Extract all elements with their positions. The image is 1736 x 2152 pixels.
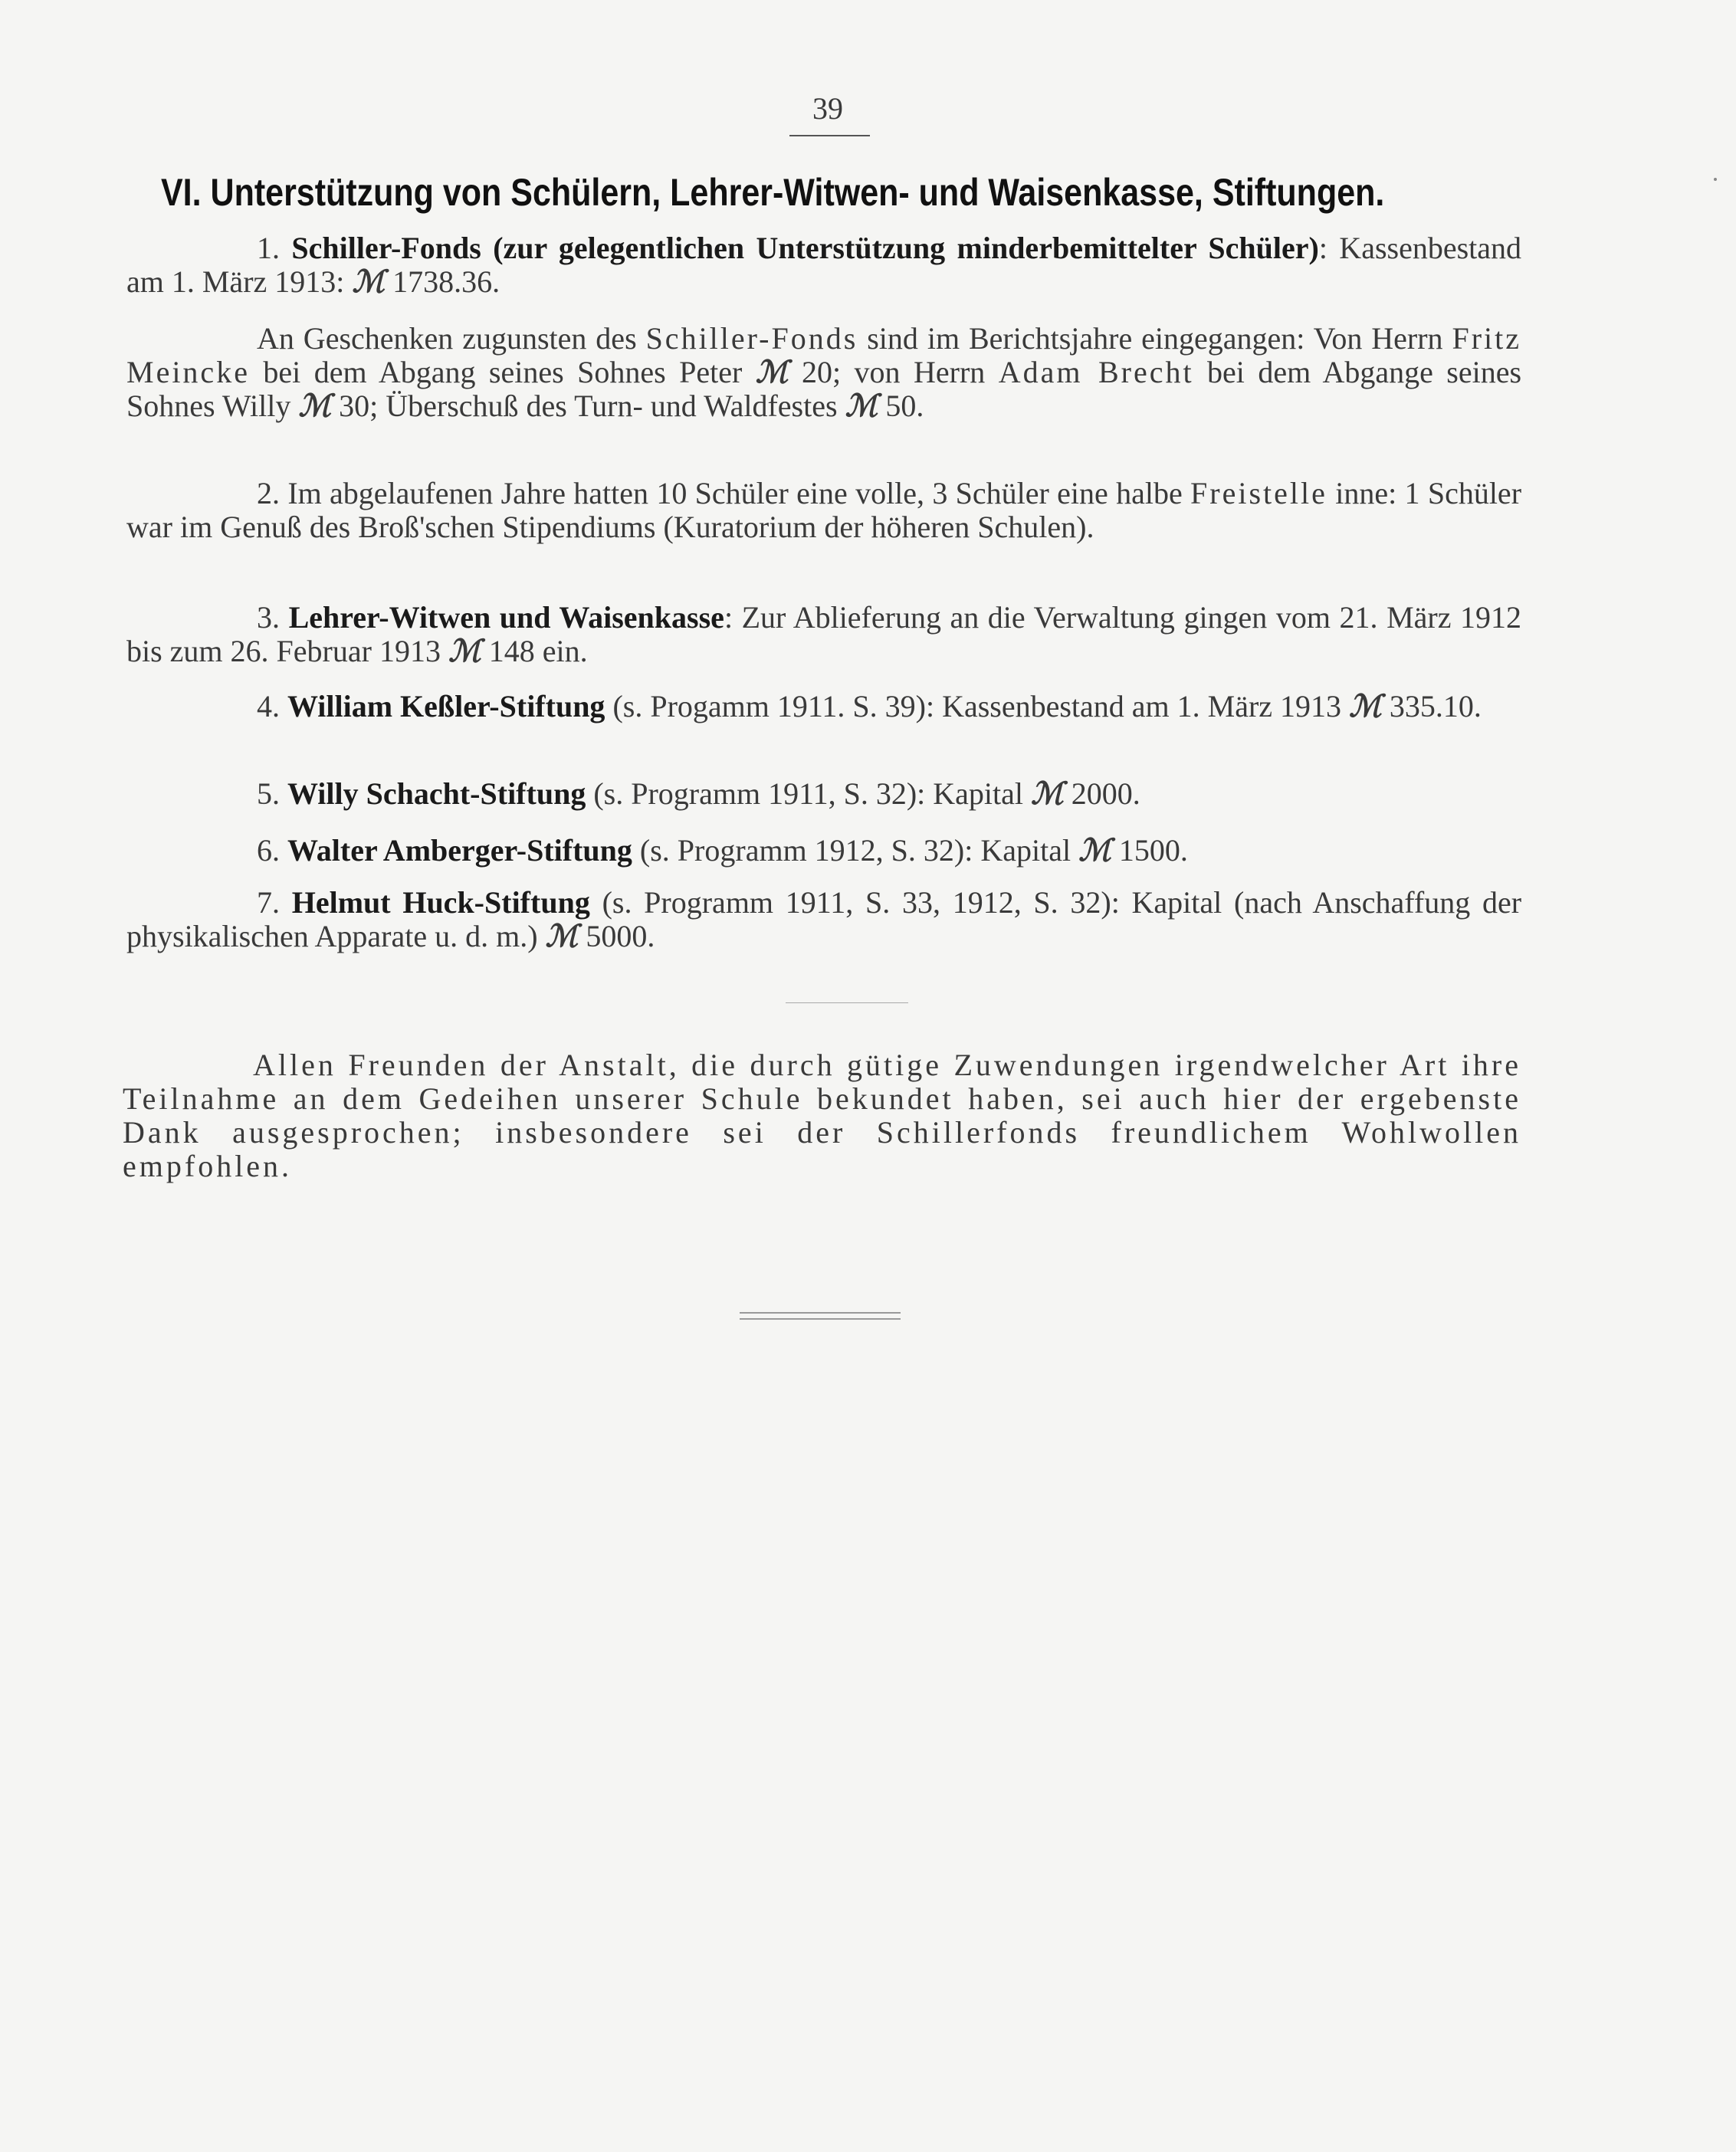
- item-4-title: William Keßler-Stiftung: [287, 689, 605, 723]
- mark-symbol: ℳ: [545, 919, 579, 953]
- mark-symbol: ℳ: [298, 389, 332, 423]
- item-6-paragraph: [126, 834, 1521, 868]
- item-4-text: (s. Progamm 1911. S. 39): Kassenbestand am 1. März 1913: [612, 689, 1342, 723]
- item-2-text-b: inne: 1 Schüler war im Genuß des Broß'schen Stipendiums (Kuratorium der höheren Schulen).: [126, 476, 1522, 544]
- mark-symbol: ℳ: [352, 264, 386, 299]
- donations-amount-c: 30; Überschuß des Turn- und Waldfestes: [339, 389, 838, 423]
- item-1-number: 1.: [257, 231, 280, 265]
- item-2-number: 2.: [257, 476, 280, 510]
- item-7-title: Helmut Huck-Stiftung: [291, 885, 590, 920]
- mark-symbol: ℳ: [448, 634, 481, 668]
- end-separator: [740, 1312, 901, 1320]
- item-3-paragraph: [126, 601, 1521, 668]
- item-5-number: 5.: [257, 776, 280, 811]
- item-6-number: 6.: [257, 833, 280, 868]
- closing-paragraph: Allen Freunden der Anstalt, die durch gütige Zuwendungen irgendwelcher Art ihre Teilnahme an dem Gedeihen unserer Schule bekundet haben, sei auch hier der ergebenste Dank ausgesprochen; insbesondere sei der Schillerfonds freundlichem Wohlwollen empfohlen.: [123, 1048, 1521, 1183]
- item-5-amount: 2000.: [1071, 776, 1140, 811]
- item-7-number: 7.: [257, 885, 280, 920]
- donations-name-fonds: Schiller-Fonds: [645, 321, 858, 356]
- item-2-text-a: Im abgelaufenen Jahre hatten 10 Schüler eine volle, 3 Schüler eine halbe: [287, 476, 1183, 510]
- item-6-amount: 1500.: [1118, 833, 1188, 868]
- donations-text-c: bei dem Abgang seines Sohnes Peter: [263, 355, 743, 389]
- item-6-title: Walter Amberger-Stiftung: [287, 833, 632, 868]
- mark-symbol: ℳ: [1078, 833, 1111, 868]
- scan-speck: [1714, 178, 1717, 181]
- item-3-amount: 148 ein.: [488, 634, 588, 668]
- item-1-title: Schiller-Fonds (zur gelegentlichen Unterstützung minderbemittelter Schüler): [291, 231, 1319, 265]
- page-number: 39: [812, 91, 843, 126]
- item-7-text: (s. Programm 1911, S. 33, 1912, S. 32): Kapital (nach Anschaffung der physikalischen Apparate u. d. m.): [126, 885, 1522, 953]
- item-7-amount: 5000.: [586, 919, 655, 953]
- donations-amount-d: 50.: [885, 389, 924, 423]
- donations-text-b: sind im Berichtsjahre eingegangen: Von Herrn: [867, 321, 1443, 356]
- mark-symbol: ℳ: [1031, 776, 1064, 811]
- item-3-title: Lehrer-Witwen und Waisenkasse: [288, 600, 724, 635]
- item-7-paragraph: [126, 886, 1521, 953]
- item-4-amount: 335.10.: [1389, 689, 1482, 723]
- item-4-number: 4.: [257, 689, 280, 723]
- mark-symbol: ℳ: [755, 355, 789, 389]
- donations-name-meincke: Fritz Meincke: [126, 321, 1521, 389]
- item-6-text: (s. Programm 1912, S. 32): Kapital: [639, 833, 1071, 868]
- item-5-text: (s. Programm 1911, S. 32): Kapital: [593, 776, 1024, 811]
- item-3-text: : Zur Ablieferung an die Verwaltung gingen vom 21. März 1912 bis zum 26. Februar 1913: [126, 600, 1522, 668]
- item-1-donations-paragraph: [126, 322, 1521, 423]
- donations-text-d: bei dem Abgange seines Sohnes Willy: [126, 355, 1522, 423]
- mark-symbol: ℳ: [845, 389, 878, 423]
- item-3-number: 3.: [257, 600, 280, 635]
- mark-symbol: ℳ: [1349, 689, 1382, 723]
- section-separator: [786, 1002, 908, 1003]
- section-heading: VI. Unterstützung von Schülern, Lehrer-Witwen- und Waisenkasse, Stiftungen.: [161, 171, 1385, 214]
- item-1-paragraph: [126, 231, 1521, 299]
- donations-amount-b: 20; von Herrn: [802, 355, 986, 389]
- donations-text-a: An Geschenken zugunsten des: [257, 321, 637, 356]
- item-2-freistelle: Freistelle: [1190, 476, 1327, 510]
- item-4-paragraph: [126, 690, 1521, 723]
- item-1-amount: 1738.36.: [392, 264, 500, 299]
- item-1-text: : Kassenbestand am 1. März 1913:: [126, 231, 1522, 299]
- item-5-title: Willy Schacht-Stiftung: [287, 776, 586, 811]
- donations-name-brecht: Adam Brecht: [998, 355, 1194, 389]
- item-2-paragraph: [126, 477, 1521, 544]
- item-5-paragraph: [126, 777, 1521, 811]
- page-number-rule: [789, 135, 870, 136]
